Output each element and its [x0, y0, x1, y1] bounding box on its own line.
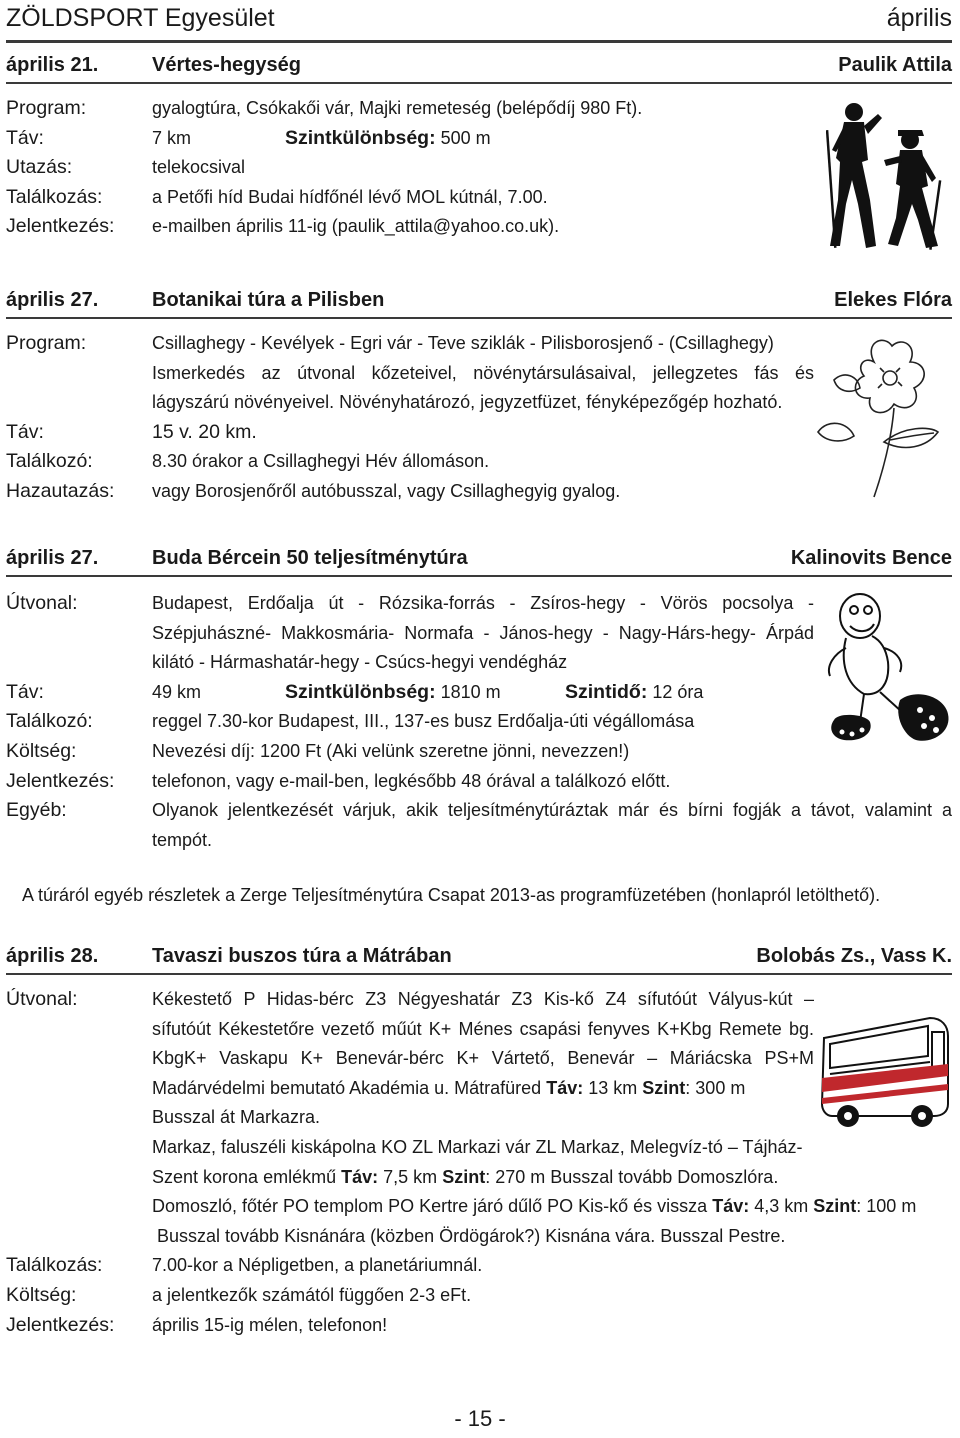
distance-value: 15 v. 20 km.	[152, 420, 257, 443]
program-value: gyalogtúra, Csókakői vár, Majki remeteség (belépődíj 980 Ft).	[152, 98, 643, 118]
time-label: Szintidő:	[565, 680, 648, 703]
signup-value: április 15-ig mélen, telefonon!	[152, 1314, 388, 1335]
signup-label: Jelentkezés:	[6, 1313, 115, 1336]
elevation-value: : 300 m	[685, 1077, 746, 1098]
elevation-label: Szint	[642, 1077, 686, 1098]
meeting-value: reggel 7.30-kor Budapest, III., 137-es busz Erdőalja-úti végállomása	[152, 711, 695, 732]
event-leader: Kalinovits Bence	[790, 547, 952, 569]
elevation-label: Szint	[813, 1196, 857, 1217]
meeting-value: 8.30 órakor a Csillaghegyi Hév állomáson.	[152, 451, 490, 472]
cost-value: Nevezési díj: 1200 Ft (Aki velünk szeretne jönni, nevezzen!)	[152, 741, 630, 761]
event-date: április 27.	[6, 547, 99, 569]
distance-label: Táv:	[712, 1196, 750, 1217]
hikers-illustration	[826, 100, 950, 252]
event-leader: Paulik Attila	[838, 54, 952, 76]
route-line	[152, 1192, 916, 1222]
distance-value: 7 km	[152, 127, 192, 148]
signup-label: Jelentkezés:	[6, 215, 115, 238]
event-leader: Elekes Flóra	[834, 289, 952, 311]
route-line: Kékestető P Hidas-bérc Z3 Négyeshatár Z3 Kis-kő Z4 sífutóút Vályus-kút –	[152, 989, 814, 1009]
route-line	[152, 1074, 745, 1104]
elevation-label: Szintkülönbség:	[285, 680, 436, 703]
travel-value: telekocsival	[152, 157, 246, 178]
event-header	[6, 545, 952, 577]
elevation-label: Szint	[442, 1166, 486, 1187]
event-title: Botanikai túra a Pilisben	[152, 289, 385, 311]
flower-illustration	[814, 332, 954, 502]
other-line: Olyanok jelentkezését várjuk, akik teljesítménytúráztak már és bírni fogják a távot, valamint a	[152, 800, 952, 821]
route-segment: Madárvédelmi bemutató Akadémia u. Mátrafüred	[152, 1077, 542, 1098]
cost-value: a jelentkezők számától függően 2-3 eFt.	[152, 1285, 472, 1305]
event-title: Buda Bércein 50 teljesítménytúra	[152, 547, 468, 569]
header-rule	[6, 40, 952, 43]
route-label: Útvonal:	[6, 988, 78, 1010]
distance-value: 13 km	[588, 1077, 638, 1098]
time-value: 12 óra	[652, 681, 704, 702]
other-label: Egyéb:	[6, 799, 67, 822]
event-matra	[6, 943, 952, 1336]
route-line: kilátó - Hármashatár-hegy - Csúcs-hegyi vendégház	[152, 652, 568, 673]
meeting-label: Találkozás:	[6, 185, 103, 208]
event-header	[6, 52, 952, 84]
event-vertes	[6, 52, 952, 238]
event-date: április 28.	[6, 945, 99, 967]
elevation-value: : 270 m Busszal tovább Domoszlóra.	[485, 1166, 779, 1187]
meeting-value: a Petőfi híd Budai hídfőnél lévő MOL kútnál, 7.00.	[152, 186, 548, 207]
elevation	[285, 124, 491, 154]
route-line: Markaz, faluszéli kiskápolna KO ZL Markazi vár ZL Markaz, Melegvíz-tó – Tájház-	[152, 1137, 803, 1157]
elevation-label: Szintkülönbség:	[285, 126, 436, 149]
event-date: április 21.	[6, 54, 99, 76]
event-leader: Bolobás Zs., Vass K.	[756, 945, 952, 967]
program-label: Program:	[6, 332, 87, 354]
elevation-value: : 100 m	[856, 1196, 917, 1217]
bus-illustration	[818, 1012, 954, 1130]
distance-value: 4,3 km	[754, 1196, 809, 1217]
event-title: Vértes-hegység	[152, 54, 301, 76]
route-line: Busszal át Markazra.	[152, 1107, 321, 1128]
route-label: Útvonal:	[6, 592, 78, 614]
return-label: Hazautazás:	[6, 480, 115, 502]
elevation	[285, 678, 501, 708]
distance-label: Táv:	[6, 126, 44, 149]
distance-label: Táv:	[546, 1077, 584, 1098]
month-title: április	[886, 4, 952, 32]
route-segment: Domoszló, főtér PO templom PO Kertre járó dűlő PO Kis-kő és vissza	[152, 1196, 708, 1217]
meeting-label: Találkozás:	[6, 1254, 103, 1277]
event-title: Tavaszi buszos túra a Mátrában	[152, 945, 452, 967]
route-line: sífutóút Kékestetőre vezető műút K+ Ménes csapási fenyves K+Kbg Remete bg.	[152, 1018, 814, 1039]
distance-value: 7,5 km	[383, 1166, 438, 1187]
distance-label: Táv:	[341, 1166, 379, 1187]
elevation-value: 500 m	[440, 127, 491, 148]
route-line: Szépjuhászné- Makkosmária- Normafa - János-hegy - Nagy-Hárs-hegy- Árpád	[152, 622, 814, 643]
meeting-label: Találkozó:	[6, 450, 93, 473]
event-botanikai	[6, 287, 952, 502]
signup-value: telefonon, vagy e-mail-ben, legkésőbb 48 órával a találkozó előtt.	[152, 770, 671, 791]
page-header	[6, 2, 952, 42]
org-name: ZÖLDSPORT Egyesület	[6, 4, 275, 32]
distance-label: Táv:	[6, 420, 44, 443]
time-limit	[565, 678, 703, 708]
signup-label: Jelentkezés:	[6, 769, 115, 792]
route-line	[152, 1163, 778, 1193]
signup-value: e-mailben április 11-ig (paulik_attila@yahoo.co.uk).	[152, 216, 560, 237]
cost-label: Költség:	[6, 740, 77, 762]
page-number: - 15 -	[454, 1406, 506, 1431]
travel-label: Utazás:	[6, 156, 73, 179]
hiker-mascot-illustration	[820, 592, 954, 752]
return-value: vagy Borosjenőről autóbusszal, vagy Csillaghegyig gyalog.	[152, 481, 621, 501]
distance-value: 49 km	[152, 681, 202, 702]
elevation-value: 1810 m	[440, 681, 501, 702]
program-label: Program:	[6, 97, 87, 119]
route-line: KbgK+ Vaskapu K+ Benevár-bérc K+ Vártető, Benevár – Máriácska PS+M	[152, 1048, 814, 1069]
event-date: április 27.	[6, 289, 99, 311]
route-line: Busszal tovább Kisnánára (közben Ördögárok?) Kisnána vára. Busszal Pestre.	[157, 1225, 786, 1246]
program-line: lágyszárú növényeivel. Növényhatározó, jegyzetfüzet, fényképezőgép hozható.	[152, 392, 783, 413]
meeting-label: Találkozó:	[6, 710, 93, 733]
cost-label: Költség:	[6, 1284, 77, 1306]
distance-label: Táv:	[6, 680, 44, 703]
program-line: Csillaghegy - Kevélyek - Egri vár - Teve sziklák - Pilisborosjenő - (Csillaghegy)	[152, 333, 774, 353]
event-header	[6, 287, 952, 319]
program-line: Ismerkedés az útvonal kőzeteivel, növénytársulásaival, jellegzetes fás és	[152, 362, 814, 383]
event-buda-bercein	[6, 545, 952, 850]
meeting-value: 7.00-kor a Népligetben, a planetáriumnál.	[152, 1255, 483, 1276]
other-line: tempót.	[152, 829, 213, 850]
details-note: A túráról egyéb részletek a Zerge Teljesítménytúra Csapat 2013-as programfüzetében (honlapról letölthető).	[22, 885, 881, 905]
event-header	[6, 943, 952, 975]
route-segment: Szent korona emlékmű	[152, 1166, 337, 1187]
route-line: Budapest, Erdőalja út - Rózsika-forrás - Zsíros-hegy - Vörös pocsolya -	[152, 593, 814, 613]
